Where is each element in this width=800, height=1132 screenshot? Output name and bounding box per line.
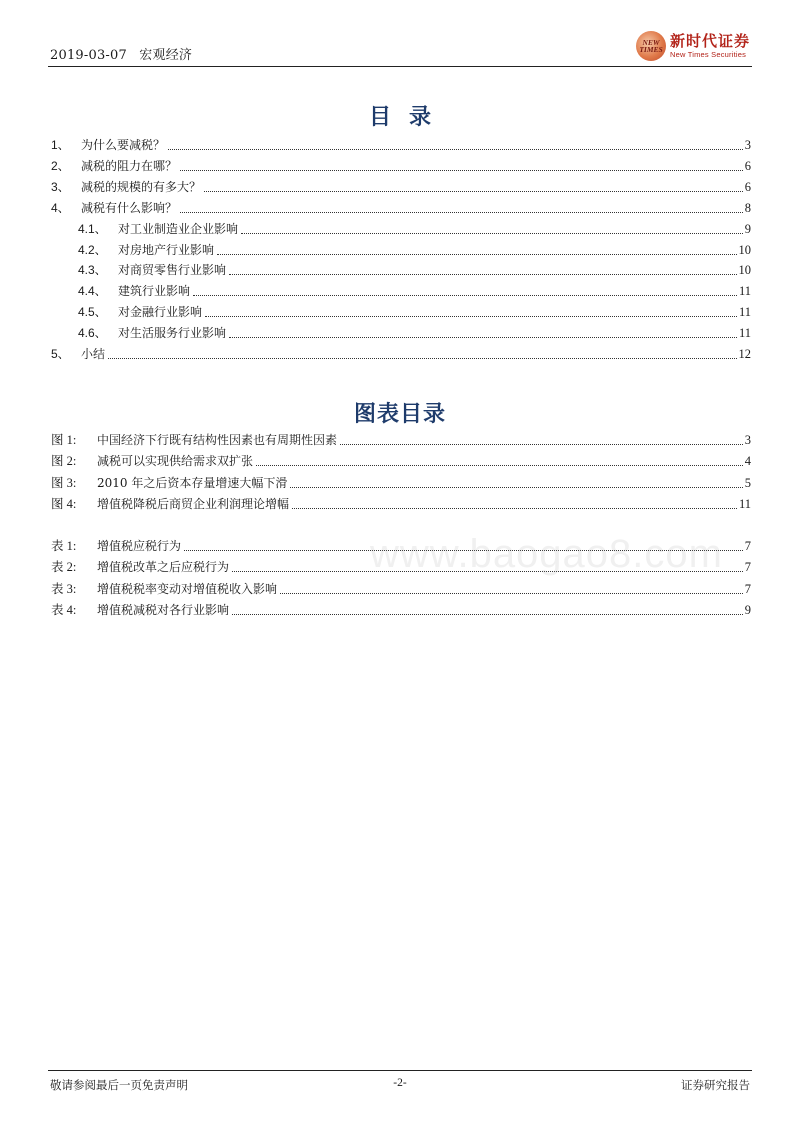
header-info (50, 44, 200, 63)
entry-page: 3 (744, 138, 751, 152)
entry-number: 4、 (51, 200, 70, 215)
report-category: 宏观经济 (139, 48, 193, 63)
dot-leader (229, 336, 737, 338)
entry-label: 对房地产行业影响 (118, 242, 215, 257)
entry-label: 为什么要减税？ (81, 138, 166, 152)
entry-label: 2010 年之后资本存量增速大幅下滑 (97, 475, 288, 490)
entry-number: 4.4、 (78, 284, 107, 299)
dot-leader (292, 507, 737, 509)
entry-page: 9 (744, 221, 751, 236)
toc-entry[interactable] (51, 219, 751, 237)
toc-entry[interactable] (51, 156, 751, 174)
entry-number: 图 4: (51, 496, 77, 511)
dot-leader (290, 486, 742, 488)
page-footer (48, 1070, 752, 1099)
toc-entry[interactable] (51, 302, 751, 320)
dot-leader (108, 357, 736, 359)
entry-page: 11 (738, 326, 751, 341)
dot-leader (180, 169, 743, 171)
entry-label: 中国经济下行既有结构性因素也有周期性因素 (97, 433, 338, 447)
figure-entry[interactable] (51, 473, 751, 491)
report-type: 证券研究报告 (681, 1078, 750, 1092)
page-number: -2- (393, 1077, 407, 1089)
entry-label: 对工业制造业企业影响 (118, 221, 239, 236)
entry-label: 建筑行业影响 (118, 284, 191, 299)
entry-label: 增值税降税后商贸企业利润理论增幅 (97, 496, 290, 511)
entry-label: 增值税税率变动对增值税收入影响 (97, 581, 278, 596)
entry-page: 7 (744, 539, 751, 553)
dot-leader (256, 464, 743, 466)
dot-leader (193, 294, 737, 296)
table-entry[interactable] (51, 579, 751, 597)
entry-number: 4.6、 (78, 326, 107, 341)
toc-entry[interactable] (51, 344, 751, 362)
table-entry[interactable] (51, 600, 751, 618)
entry-page: 11 (738, 496, 751, 511)
disclaimer-note: 敬请参阅最后一页免责声明 (50, 1078, 188, 1092)
entry-number: 4.3、 (78, 263, 107, 278)
toc-entry[interactable] (51, 260, 751, 278)
entry-page: 10 (738, 263, 751, 278)
entry-number: 图 1: (51, 433, 77, 447)
dot-leader (205, 315, 737, 317)
entry-label: 对生活服务行业影响 (118, 326, 227, 341)
toc-entry[interactable] (51, 281, 751, 299)
entry-label: 减税的阻力在哪？ (81, 158, 178, 173)
entry-number: 3、 (51, 179, 70, 194)
entry-number: 2、 (51, 158, 70, 173)
entry-label: 减税有什么影响？ (81, 200, 178, 215)
entry-number: 图 2: (51, 454, 77, 469)
entry-page: 6 (744, 179, 751, 194)
entry-page: 11 (738, 284, 751, 299)
entry-label: 小结 (81, 347, 106, 361)
dot-leader (204, 190, 743, 192)
figure-entry[interactable] (51, 430, 751, 448)
figure-entry[interactable] (51, 494, 751, 512)
toc-entry[interactable] (51, 323, 751, 341)
figures-title: 图表目录 (353, 402, 446, 427)
entry-number: 图 3: (51, 475, 77, 490)
company-logo (636, 29, 750, 63)
entry-page: 7 (744, 560, 751, 575)
logo-english-name: New Times Securities (669, 50, 747, 59)
entry-number: 表 2: (51, 560, 77, 575)
entry-page: 7 (744, 581, 751, 596)
dot-leader (232, 613, 743, 615)
figure-entry[interactable] (51, 451, 751, 469)
entry-number: 表 4: (51, 602, 77, 617)
entry-page: 12 (738, 347, 751, 361)
entry-page: 10 (738, 242, 751, 257)
entry-page: 9 (744, 602, 751, 617)
entry-number: 1、 (51, 138, 70, 152)
logo-mark-text: NEW TIMES (639, 38, 663, 54)
toc-entry[interactable] (51, 198, 751, 216)
entry-number: 5、 (51, 347, 70, 361)
logo-chinese-name: 新时代证券 (669, 32, 750, 50)
entry-label: 增值税应税行为 (97, 539, 182, 553)
entry-label: 对商贸零售行业影响 (118, 263, 227, 278)
dot-leader (241, 232, 743, 234)
dot-leader (340, 443, 743, 445)
dot-leader (229, 273, 736, 275)
dot-leader (217, 253, 736, 255)
entry-label: 减税的规模的有多大？ (81, 179, 202, 194)
entry-label: 增值税改革之后应税行为 (97, 560, 230, 575)
entry-page: 8 (744, 200, 751, 215)
entry-number: 表 1: (51, 539, 77, 553)
toc-entry[interactable] (51, 135, 751, 153)
watermark: www.baogao8.com (370, 532, 723, 576)
entry-page: 5 (744, 475, 751, 490)
page-header (48, 30, 752, 67)
dot-leader (168, 148, 743, 150)
toc-title: 目录 (368, 105, 449, 130)
toc-entry[interactable] (51, 240, 751, 258)
entry-number: 4.1、 (78, 221, 107, 236)
new-times-logo-icon (636, 31, 666, 61)
toc-entry[interactable] (51, 177, 751, 195)
entry-label: 对金融行业影响 (118, 305, 203, 320)
entry-label: 减税可以实现供给需求双扩张 (97, 454, 254, 469)
report-date: 2019-03-07 (50, 48, 127, 63)
entry-number: 4.5、 (78, 305, 107, 320)
dot-leader (180, 211, 743, 213)
entry-number: 表 3: (51, 581, 77, 596)
logo-text-group (670, 33, 750, 59)
dot-leader (280, 592, 743, 594)
entry-number: 4.2、 (78, 242, 107, 257)
entry-page: 6 (744, 158, 751, 173)
entry-page: 4 (744, 454, 751, 469)
entry-page: 3 (744, 433, 751, 447)
entry-label: 增值税减税对各行业影响 (97, 602, 230, 617)
entry-page: 11 (738, 305, 751, 320)
